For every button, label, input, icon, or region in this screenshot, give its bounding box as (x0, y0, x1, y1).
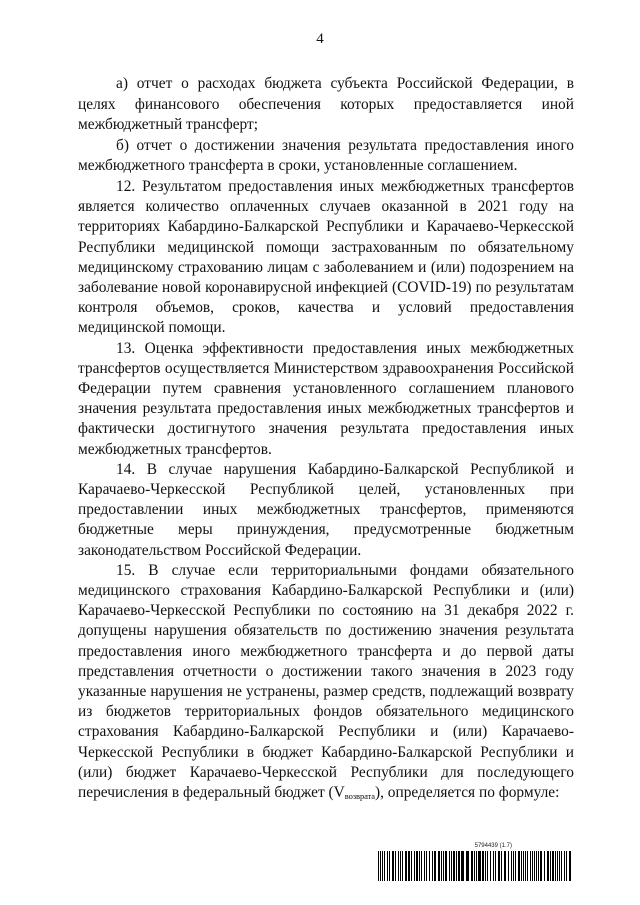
barcode-bar (487, 851, 488, 881)
barcode-bar (438, 851, 440, 881)
paragraph-14: 14. В случае нарушения Кабардино-Балкарской Республикой и Карачаево-Черкесской Республикой целей, установленных при предоставлении иных межбюджетных трансфертов, применяются бюджетные меры принуждения, предусмотренные бюджетным законодательством Российской Федерации. (78, 460, 574, 559)
barcode-bar (564, 851, 565, 881)
barcode-bar (432, 851, 433, 881)
barcode-bar (429, 851, 430, 881)
paragraph-13: 13. Оценка эффективности предоставления иных межбюджетных трансфертов осуществляется Министерством здравоохранения Российской Федерации путем сравнения установленного соглашением планового значения результата предоставления иных межбюджетных трансфертов и фактически достигнутого значения результата предоставления иных межбюджетных трансфертов. (78, 339, 574, 458)
barcode-bar (387, 851, 388, 881)
barcode-bar (449, 851, 450, 881)
barcode-bar (443, 851, 444, 881)
barcode-bar (466, 851, 469, 881)
barcode-bar (389, 851, 390, 881)
barcode-bar (478, 851, 481, 881)
barcode-bar (559, 851, 560, 881)
barcode-bar (490, 851, 491, 881)
barcode-bar (547, 851, 549, 881)
barcode-bar (451, 851, 452, 881)
barcode-bar (411, 851, 412, 881)
barcode-bar (482, 851, 484, 881)
barcode-bar (421, 851, 422, 881)
barcode-bar (504, 851, 506, 881)
barcode-bar (474, 851, 475, 881)
barcode-bar (561, 851, 562, 881)
barcode-bar (458, 851, 460, 881)
barcode-bar (424, 851, 425, 881)
barcode-bar (441, 851, 442, 881)
document-body (78, 74, 574, 806)
barcode-bar (515, 851, 516, 881)
barcode-bar (538, 851, 539, 881)
barcode-bar (392, 851, 394, 881)
barcode-bar (380, 851, 381, 881)
barcode-bar (525, 851, 526, 881)
barcode-block (378, 843, 572, 883)
barcode-bar (550, 851, 551, 881)
barcode-bar (513, 851, 514, 881)
barcode-bar (552, 851, 554, 881)
barcode-bar (434, 851, 436, 881)
barcode-bar (498, 851, 500, 881)
barcode-bar (485, 851, 486, 881)
barcode-bar (566, 851, 567, 881)
subscript-vozvrata: возврата (344, 791, 375, 802)
barcode-bar (456, 851, 457, 881)
barcode-bar (416, 851, 418, 881)
barcode-bar (521, 851, 522, 881)
page-number: 4 (316, 31, 324, 47)
barcode-bar (527, 851, 528, 881)
barcode-bar (501, 851, 502, 881)
paragraph-a: а) отчет о расходах бюджета субъекта Российской Федерации, в целях финансового обеспечения которых предоставляется иной межбюджетный трансферт; (78, 75, 574, 134)
barcode-image (378, 851, 572, 881)
barcode-bar (378, 851, 379, 881)
barcode-bar (445, 851, 447, 881)
barcode-label: 5794439 (1.7) (474, 843, 512, 849)
barcode-bar (532, 851, 533, 881)
paragraph-15-tail: ), определяется по формуле: (374, 784, 560, 802)
paragraph-12: 12. Результатом предоставления иных межбюджетных трансфертов является количество оплаченных случаев оказанной в 2021 году на территориях Кабардино-Балкарской Республики и Карачаево-Черкесской Республики медицинской помощи застрахованным по обязательному медицинскому страхованию лицам с заболеванием и (или) подозрением на заболевание новой коронавирусной инфекцией (COVID-19) по результатам контроля объемов, сроков, качества и условий предоставления медицинской помощи. (78, 177, 574, 337)
barcode-bar (511, 851, 512, 881)
barcode-bar (426, 851, 427, 881)
barcode-bar (557, 851, 558, 881)
barcode-bar (400, 851, 401, 881)
paragraph-b: б) отчет о достижении значения результата предоставления иного межбюджетного трансферта в сроки, установленные соглашением. (78, 136, 574, 175)
barcode-bar (414, 851, 415, 881)
barcode-bar (555, 851, 556, 881)
barcode-bar (530, 851, 531, 881)
barcode-bar (544, 851, 545, 881)
barcode-bar (534, 851, 535, 881)
barcode-bar (508, 851, 509, 881)
barcode-bar (540, 851, 542, 881)
barcode-bar (402, 851, 403, 881)
barcode-bar (408, 851, 410, 881)
paragraph-15-text: 15. В случае если территориальными фондами обязательного медицинского страхования Кабардино-Балкарской Республики и (или) Карачаево-Черкесской Республики по состоянию на 31 декабря 2022 г. допущены нарушения обязательств по достижению значения результата предоставления иного межбюджетного трансферта и до первой даты представления отчетности о достижении такого значения в 2023 году указанные нарушения не устранены, размер средств, подлежащий возврату из бюджетов территориальных фондов обязательного медицинского страхования Кабардино-Балкарской Республики и (или) Карачаево-Черкесской Республики в бюджет Кабардино-Балкарской Республики и (или) бюджет Карачаево-Черкесской Республики для последующего перечисления в федеральный бюджет (V (78, 561, 574, 802)
barcode-bar (471, 851, 473, 881)
barcode-bar (382, 851, 383, 881)
barcode-bar (395, 851, 396, 881)
paragraph-15 (78, 561, 574, 806)
barcode-bar (536, 851, 537, 881)
barcode-bar (419, 851, 420, 881)
barcode-bar (398, 851, 399, 881)
barcode-bar (495, 851, 496, 881)
barcode-bar (461, 851, 464, 881)
barcode-bar (523, 851, 524, 881)
barcode-bar (384, 851, 385, 881)
barcode-bar (405, 851, 407, 881)
barcode-bar (476, 851, 477, 881)
barcode-bar (453, 851, 455, 881)
barcode-bar (493, 851, 494, 881)
barcode-bar (518, 851, 520, 881)
barcode-bar (569, 851, 571, 881)
